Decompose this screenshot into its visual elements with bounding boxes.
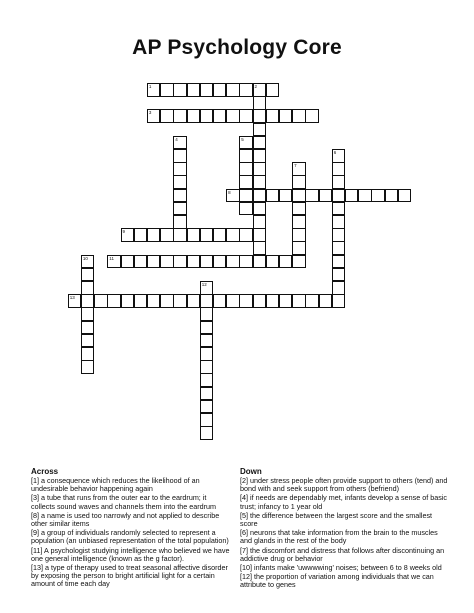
grid-cell bbox=[332, 149, 346, 163]
grid-cell bbox=[213, 294, 227, 308]
grid-cell bbox=[332, 255, 346, 269]
grid-cell bbox=[173, 215, 187, 229]
grid-cell bbox=[292, 255, 306, 269]
grid-cell bbox=[332, 228, 346, 242]
grid-cell bbox=[94, 294, 108, 308]
grid-cell bbox=[319, 294, 333, 308]
clue-number: 1 bbox=[148, 84, 152, 89]
grid-cell bbox=[81, 268, 95, 282]
grid-cell bbox=[200, 321, 214, 335]
clue-number: 13 bbox=[69, 295, 75, 301]
grid-cell bbox=[147, 109, 161, 123]
clue-down: [10] infants make 'uwwwwing' noises; between 6 to 8 weeks old bbox=[240, 563, 442, 573]
grid-cell bbox=[253, 96, 267, 110]
across-heading: Across bbox=[31, 467, 59, 476]
grid-cell bbox=[81, 334, 95, 348]
grid-cell bbox=[213, 83, 227, 97]
clue-down: [6] neurons that take information from the brain to the muscles and glands in the rest of the body bbox=[240, 528, 438, 546]
clue-number: 11 bbox=[109, 255, 114, 261]
grid-cell bbox=[173, 228, 187, 242]
grid-cell bbox=[332, 294, 346, 308]
grid-cell bbox=[173, 255, 187, 269]
grid-cell bbox=[160, 294, 174, 308]
grid-cell bbox=[226, 83, 240, 97]
grid-cell bbox=[371, 189, 385, 203]
grid-cell bbox=[305, 109, 319, 123]
grid-cell bbox=[345, 189, 359, 203]
clue-number: 9 bbox=[122, 229, 126, 235]
grid-cell bbox=[121, 294, 135, 308]
grid-cell bbox=[332, 189, 346, 203]
grid-cell bbox=[279, 109, 293, 123]
grid-cell bbox=[253, 255, 267, 269]
grid-cell bbox=[239, 175, 253, 189]
grid-cell bbox=[200, 400, 214, 414]
grid-cell bbox=[200, 109, 214, 123]
grid-cell bbox=[239, 255, 253, 269]
grid-cell bbox=[147, 83, 161, 97]
clue-number: 5 bbox=[241, 136, 244, 142]
grid-cell bbox=[292, 294, 306, 308]
grid-cell bbox=[226, 189, 240, 203]
grid-cell bbox=[239, 294, 253, 308]
grid-cell bbox=[226, 255, 240, 269]
grid-cell bbox=[332, 162, 346, 176]
clue-number: 4 bbox=[175, 136, 178, 142]
across-clues bbox=[31, 467, 230, 590]
clue-number: 6 bbox=[333, 150, 337, 155]
clue-across: [9] a group of individuals randomly selected to represent a population (an unbiased representation of the total population) bbox=[31, 528, 229, 546]
grid-cell bbox=[292, 162, 306, 176]
clue-number: 10 bbox=[82, 255, 88, 261]
grid-cell bbox=[253, 294, 267, 308]
grid-cell bbox=[226, 294, 240, 308]
puzzle-title: AP Psychology Core bbox=[132, 36, 342, 59]
grid-cell bbox=[239, 83, 253, 97]
grid-cell bbox=[134, 294, 148, 308]
grid-cell bbox=[200, 413, 214, 427]
clue-number: 3 bbox=[148, 110, 152, 116]
grid-cell bbox=[187, 83, 201, 97]
clue-across: [8] a name is used too narrowly and not applied to describe other similar items bbox=[31, 510, 220, 529]
grid-cell bbox=[173, 109, 187, 123]
grid-cell bbox=[385, 189, 399, 203]
clue-down: [2] under stress people often provide support to others (tend) and bond with and seek support from others (befriend) bbox=[240, 476, 448, 494]
grid-cell bbox=[173, 162, 187, 176]
grid-cell bbox=[398, 189, 412, 203]
grid-cell bbox=[239, 189, 253, 203]
grid-cell bbox=[147, 294, 161, 308]
clue-number: 2 bbox=[254, 84, 258, 89]
grid-cell bbox=[173, 149, 187, 163]
grid-cell bbox=[253, 109, 267, 123]
grid-cell bbox=[253, 215, 267, 229]
clue-number: 12 bbox=[201, 282, 207, 287]
grid-cell bbox=[200, 360, 214, 374]
grid-cell bbox=[253, 189, 267, 203]
grid-cell bbox=[292, 109, 306, 123]
grid-cell bbox=[160, 228, 174, 242]
grid-cell bbox=[121, 228, 135, 242]
grid-cell bbox=[266, 189, 280, 203]
grid-cell bbox=[292, 175, 306, 189]
grid-cell bbox=[266, 294, 280, 308]
grid-cell bbox=[292, 215, 306, 229]
grid-cell bbox=[213, 228, 227, 242]
grid-cell bbox=[187, 109, 201, 123]
grid-cell bbox=[305, 294, 319, 308]
grid-cell bbox=[81, 347, 95, 361]
grid-cell bbox=[173, 83, 187, 97]
grid-cell bbox=[107, 294, 121, 308]
grid-cell bbox=[160, 255, 174, 269]
grid-cell bbox=[213, 255, 227, 269]
grid-cell bbox=[239, 109, 253, 123]
grid-cell bbox=[200, 426, 214, 440]
grid-cell bbox=[253, 202, 267, 216]
grid-cell bbox=[81, 294, 95, 308]
grid-cell bbox=[305, 189, 319, 203]
grid-cell bbox=[107, 255, 121, 269]
grid-cell bbox=[173, 175, 187, 189]
grid-cell bbox=[187, 228, 201, 242]
clue-across: [11] A psychologist studying intelligence who believed we have one general intelligence (known as the g factor). bbox=[31, 545, 230, 563]
grid-cell bbox=[226, 228, 240, 242]
grid-cell bbox=[292, 189, 306, 203]
grid-cell bbox=[332, 268, 346, 282]
grid-cell bbox=[253, 136, 267, 150]
grid-cell bbox=[239, 162, 253, 176]
grid-cell bbox=[226, 109, 240, 123]
grid-cell bbox=[200, 334, 214, 348]
grid-cell bbox=[81, 360, 95, 374]
grid-cell bbox=[332, 215, 346, 229]
grid-cell bbox=[319, 189, 333, 203]
grid-cell bbox=[253, 241, 267, 255]
grid-cell bbox=[279, 255, 293, 269]
grid-cell bbox=[292, 241, 306, 255]
grid-cell bbox=[81, 255, 95, 269]
grid-cell bbox=[160, 109, 174, 123]
clue-number: 7 bbox=[294, 163, 297, 169]
grid-cell bbox=[253, 149, 267, 163]
grid-cell bbox=[147, 255, 161, 269]
grid-cell bbox=[160, 83, 174, 97]
grid-cell bbox=[292, 202, 306, 216]
grid-cell bbox=[200, 373, 214, 387]
grid-cell bbox=[279, 189, 293, 203]
down-heading: Down bbox=[240, 467, 262, 476]
grid-cell bbox=[332, 241, 346, 255]
grid-cell bbox=[332, 281, 346, 295]
grid-cell bbox=[332, 202, 346, 216]
grid-cell bbox=[187, 294, 201, 308]
grid-cell bbox=[266, 109, 280, 123]
grid-cell bbox=[239, 136, 253, 150]
grid-cell bbox=[173, 136, 187, 150]
grid-cell bbox=[358, 189, 372, 203]
grid-cell bbox=[81, 307, 95, 321]
clue-across: [3] a tube that runs from the outer ear to the eardrum; it collects sound waves and channels them into the eardrum bbox=[31, 493, 216, 511]
grid-cell bbox=[121, 255, 135, 269]
grid-cell bbox=[213, 109, 227, 123]
grid-cell bbox=[134, 255, 148, 269]
grid-cell bbox=[332, 175, 346, 189]
grid-cell bbox=[81, 321, 95, 335]
clue-number: 8 bbox=[228, 189, 231, 195]
grid-cell bbox=[266, 83, 280, 97]
grid-cell bbox=[200, 83, 214, 97]
grid-cell bbox=[253, 175, 267, 189]
grid-cell bbox=[173, 202, 187, 216]
grid-cell bbox=[200, 387, 214, 401]
clue-down: [7] the discomfort and distress that follows after discontinuing an addictive drug or behavior bbox=[240, 545, 445, 563]
grid-cell bbox=[253, 83, 267, 97]
grid-cell bbox=[253, 228, 267, 242]
clue-across: [1] a consequence which reduces the likelihood of an undesirable behavior happening again bbox=[31, 476, 200, 494]
grid-cell bbox=[200, 294, 214, 308]
grid-cell bbox=[147, 228, 161, 242]
down-clues bbox=[240, 467, 448, 591]
grid-cell bbox=[68, 294, 82, 308]
clue-down: [4] if needs are dependably met, infants develop a sense of basic trust; infancy to 1 year old bbox=[240, 493, 447, 511]
grid-cell bbox=[200, 347, 214, 361]
grid-cell bbox=[292, 228, 306, 242]
clue-down: [5] the difference between the largest score and the smallest score bbox=[240, 510, 433, 529]
grid-cell bbox=[134, 228, 148, 242]
grid-cell bbox=[253, 123, 267, 137]
grid-cell bbox=[200, 255, 214, 269]
grid-cell bbox=[239, 202, 253, 216]
grid-cell bbox=[200, 307, 214, 321]
grid-cell bbox=[279, 294, 293, 308]
grid-cell bbox=[173, 189, 187, 203]
clue-across: [13] a type of therapy used to treat seasonal affective disorder by exposing the person to bright artificial light for a certain amount of time each day bbox=[31, 563, 228, 589]
grid-cell bbox=[173, 294, 187, 308]
grid-cell bbox=[200, 281, 214, 295]
grid-cell bbox=[266, 255, 280, 269]
clue-down: [12] the proportion of variation among individuals that we can attribute to genes bbox=[240, 572, 434, 590]
grid-cell bbox=[239, 228, 253, 242]
grid-cell bbox=[187, 255, 201, 269]
grid-cell bbox=[239, 149, 253, 163]
grid-cell bbox=[81, 281, 95, 295]
grid-cell bbox=[200, 228, 214, 242]
grid-cell bbox=[253, 162, 267, 176]
